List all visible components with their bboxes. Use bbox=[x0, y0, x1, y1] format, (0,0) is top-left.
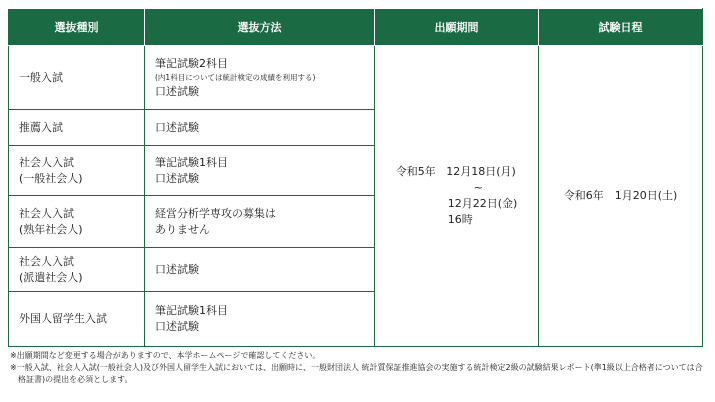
exam-date-cell bbox=[539, 46, 703, 347]
selection-method-cell bbox=[145, 248, 375, 292]
selection-type-label: 社会人入試 bbox=[19, 254, 74, 268]
selection-method-cell bbox=[145, 110, 375, 146]
header-selection-type: 選抜種別 bbox=[9, 9, 145, 46]
method-line: 筆記試験1科目 bbox=[155, 155, 228, 169]
selection-type-label: 社会人入試 bbox=[19, 206, 74, 220]
method-note: (内1科目については統計検定の成績を利用する) bbox=[155, 72, 316, 82]
period-start: 12月18日(月) bbox=[446, 165, 516, 178]
selection-type-label: 一般入試 bbox=[19, 70, 63, 84]
admission-schedule-table bbox=[8, 8, 703, 347]
selection-type-cell bbox=[9, 46, 145, 110]
selection-type-cell bbox=[9, 248, 145, 292]
period-tilde: ~ bbox=[473, 181, 483, 194]
method-line: 経営分析学専攻の募集は bbox=[155, 206, 276, 220]
selection-type-cell bbox=[9, 146, 145, 196]
selection-type-sublabel: (一般社会人) bbox=[19, 171, 83, 185]
table-row bbox=[9, 46, 703, 110]
selection-type-cell bbox=[9, 110, 145, 146]
footnote: ※一般入試、社会人入試(一般社会人)及び外国人留学生入試においては、出願時に、一般財団法人 統計質保証推進協会の実施する統計検定2級の試験結果レポート(準1級以上合格者については合格証書)の提出を必須とします。 bbox=[10, 363, 703, 384]
application-period bbox=[396, 164, 518, 228]
method-line: 口述試験 bbox=[155, 320, 199, 333]
header-application-period: 出願期間 bbox=[375, 9, 539, 46]
method-line: ありません bbox=[155, 222, 210, 236]
table-header-row bbox=[9, 9, 703, 46]
selection-type-label: 社会人入試 bbox=[19, 155, 74, 169]
period-end: 12月22日(金) bbox=[447, 197, 518, 210]
selection-method-cell bbox=[145, 146, 375, 196]
header-selection-method: 選抜方法 bbox=[145, 9, 375, 46]
selection-method-cell bbox=[145, 196, 375, 248]
method-line: 口述試験 bbox=[155, 84, 199, 98]
period-era: 令和5年 bbox=[395, 165, 436, 178]
selection-type-cell bbox=[9, 292, 145, 347]
selection-type-sublabel: (熟年社会人) bbox=[19, 222, 83, 236]
method-line: 筆記試験2科目 bbox=[155, 56, 228, 70]
application-period-cell bbox=[375, 46, 539, 347]
footnotes bbox=[10, 350, 710, 386]
method-line: 口述試験 bbox=[155, 120, 199, 134]
header-exam-date: 試験日程 bbox=[539, 9, 703, 46]
exam-date: 令和6年 1月20日(土) bbox=[563, 189, 678, 202]
selection-type-label: 推薦入試 bbox=[19, 120, 63, 134]
footnote: ※出願期間など変更する場合がありますので、本学ホームページで確認してください。 bbox=[10, 351, 321, 360]
selection-type-sublabel: (派遣社会人) bbox=[19, 270, 83, 284]
method-line: 口述試験 bbox=[155, 262, 199, 276]
selection-method-cell bbox=[145, 292, 375, 347]
period-time: 16時 bbox=[447, 213, 473, 226]
method-line: 口述試験 bbox=[155, 171, 199, 185]
method-line: 筆記試験1科目 bbox=[155, 304, 228, 317]
selection-method-cell bbox=[145, 46, 375, 110]
selection-type-cell bbox=[9, 196, 145, 248]
selection-type-label: 外国人留学生入試 bbox=[19, 312, 107, 325]
